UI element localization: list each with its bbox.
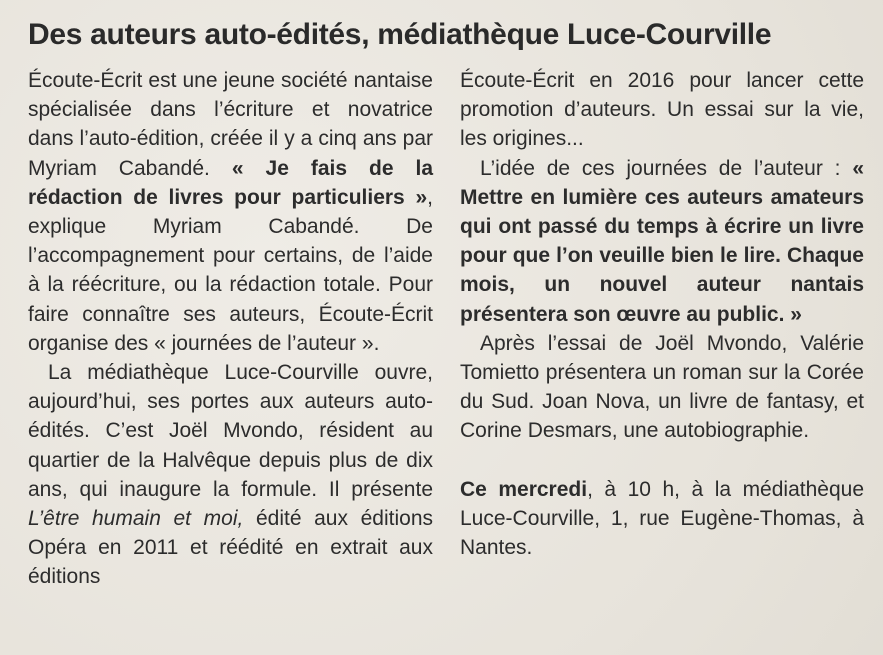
event-details: , à 10 h, à la médiathèque Luce-Courville, 1, rue Eugène-Thomas, à Nantes. (460, 477, 864, 560)
intro-text-continued: , explique Myriam Cabandé. De l’accompagnement pour certains, de l’aide à la réécriture, ou la rédaction totale. Pour faire connaître ses auteurs, Écoute-Écrit organise des « journées de l’auteur ». (28, 185, 433, 355)
paragraph-practical (460, 475, 864, 563)
paragraph-upcoming: Après l’essai de Joël Mvondo, Valérie Tomietto présentera un roman sur la Corée du Sud. Joan Nova, un livre de fantasy, et Corine Desmars, une autobiographie. (460, 331, 864, 443)
mediatheque-text: La médiathèque Luce-Courville ouvre, aujourd’hui, ses portes aux auteurs auto-édités. C’est Joël Mvondo, résident au quartier de la Halvêque depuis plus de dix ans, qui inaugure la formule. Il présente (28, 361, 433, 501)
paragraph-gap (460, 446, 864, 475)
quote-idea: « Mettre en lumière ces auteurs amateurs qui ont passé du temps à écrire un livre pour que l’on veuille bien le lire. Chaque mois, un nouvel auteur nantais présentera son œuvre au public. » (460, 156, 864, 326)
idea-text: L’idée de ces journées de l’auteur : (480, 156, 853, 180)
paragraph-idea (460, 154, 864, 329)
paragraph-mediatheque (28, 358, 433, 592)
paragraph-intro (28, 66, 433, 358)
event-day: Ce mercredi (460, 477, 588, 501)
article-title: Des auteurs auto-édités, médiathèque Luce-Courville (28, 18, 772, 51)
mediatheque-text-continued: édité aux éditions Opéra en 2011 et réédité en extrait aux éditions (28, 507, 433, 589)
right-column (460, 66, 864, 562)
book-title: L’être humain et moi, (28, 507, 244, 531)
left-column (28, 66, 433, 592)
intro-text: Écoute-Écrit est une jeune société nantaise spécialisée dans l’écriture et novatrice dans l’auto-édition, créée il y a cinq ans par Myriam Cabandé. (28, 69, 433, 180)
paragraph-continuation: Écoute-Écrit en 2016 pour lancer cette promotion d’auteurs. Un essai sur la vie, les origines... (460, 69, 864, 151)
quote-cabande: « Je fais de la rédaction de livres pour particuliers » (28, 156, 433, 209)
